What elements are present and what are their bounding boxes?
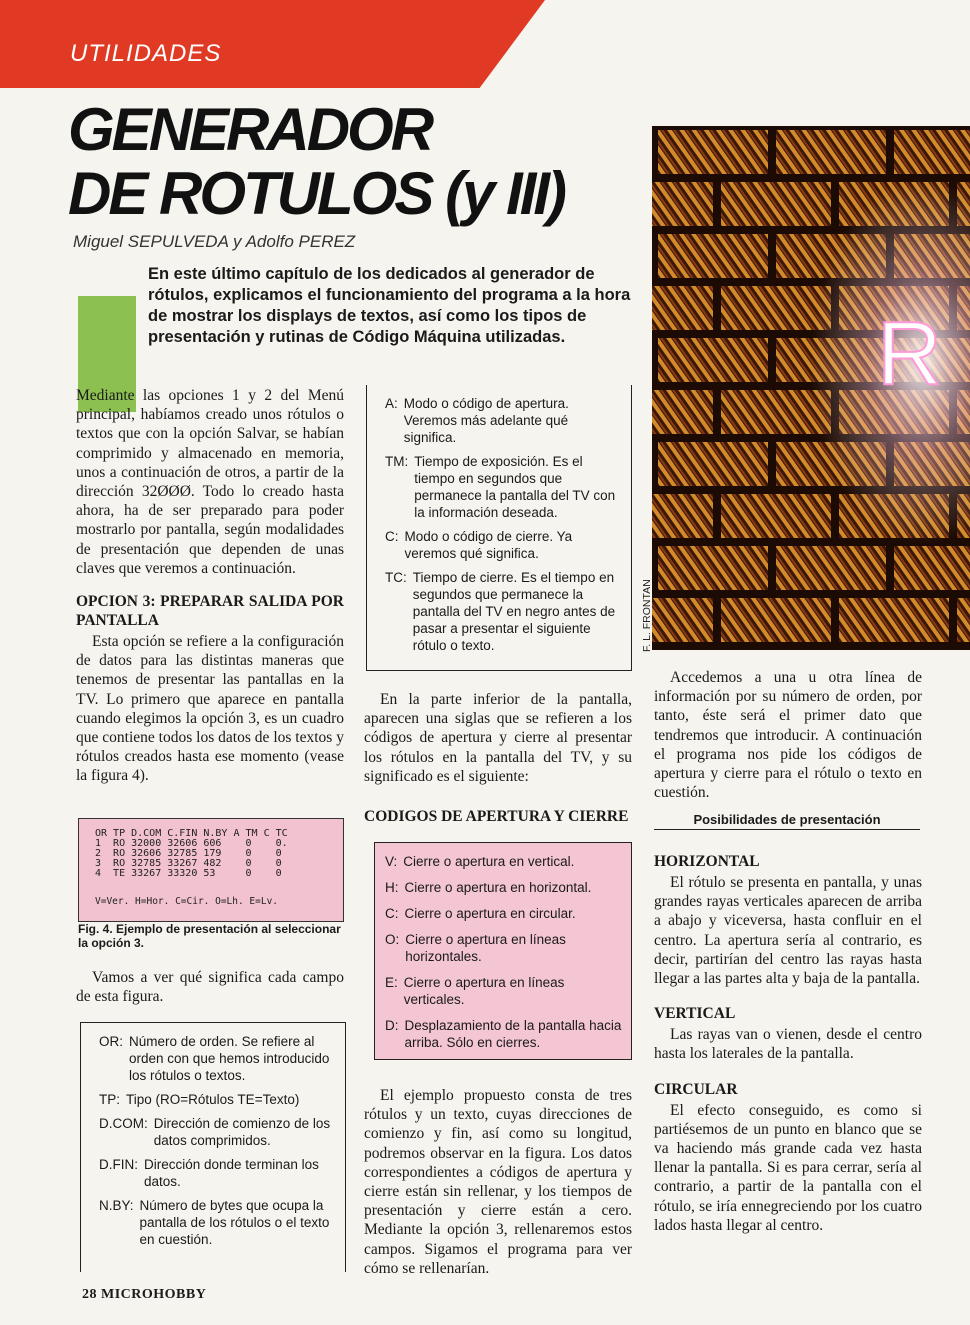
definition-key: TC: [385, 570, 407, 585]
definition-item [385, 905, 623, 922]
paragraph: Vamos a ver qué significa cada campo de esta figura. [76, 969, 344, 1006]
definition-text: Desplazamiento de la pantalla hacia arriba. Sólo en cierres. [404, 1018, 622, 1050]
codes-heading: CODIGOS DE APERTURA Y CIERRE [364, 808, 629, 825]
paragraph: En la parte inferior de la pantalla, aparecen una siglas que se refieren a los códigos de apertura y cierre al presentar los rótulos en la pantalla del TV, y su significado es el siguiente: [364, 691, 632, 785]
lead-paragraph: En este último capítulo de los dedicados al generador de rótulos, explicamos el funcionamiento del programa a la hora de mostrar los displays de textos, así como los tipos de presentación y rutinas de Código Máquina utilizadas. [148, 265, 631, 346]
definition-text: Número de bytes que ocupa la pantalla de los rótulos o el texto en cuestión. [139, 1198, 330, 1247]
definition-key: C: [385, 906, 399, 921]
definition-item [385, 1017, 623, 1051]
svg-text:R: R [877, 304, 942, 404]
definition-item [367, 453, 631, 521]
paragraph: El ejemplo propuesto consta de tres rótulos y un texto, cuyas direcciones de comienzo y fin, así como su longitud, podremos observar en la figura. Los datos correspondientes a códigos de apertura y cierre están sin rellenar, y los tiempos de presentación y cierre están a cero. Mediante la opción 3, rellenaremos estos campos. Sigamos el programa para ver cómo se rellenarían. [364, 1087, 632, 1277]
column-1 [76, 386, 344, 790]
definition-key: D: [385, 1018, 399, 1033]
paragraph: El rótulo se presenta en pantalla, y unas grandes rayas verticales aparecen de arriba a abajo y viceversa, hasta confluir en el centro. La apertura sería al contrario, es decir, partirían del centro las rayas hasta llegar a las partes alta y baja de la pantalla. [654, 874, 922, 988]
section-label: UTILIDADES [70, 40, 222, 67]
fields-definition-box [80, 1022, 346, 1272]
brick-wall-image [652, 126, 970, 650]
definition-key: V: [385, 854, 398, 869]
definition-key: D.COM: [99, 1116, 148, 1131]
definition-text: Número de orden. Se refiere al orden con que hemos introducido los rótulos o textos. [129, 1034, 330, 1083]
definition-item [367, 395, 631, 446]
definition-item [99, 1156, 337, 1190]
figure-4-screen [78, 818, 344, 922]
definition-item [99, 1091, 337, 1108]
definition-item [367, 528, 631, 562]
definition-item [99, 1197, 337, 1248]
paragraph: El efecto conseguido, es como si partiésemos de un punto en blanco que se va haciendo más grande cada vez hasta llenar la pantalla. Si es para cerrar, sería al contrario, a partir de la pantalla con el rótulo, se iría ennegreciendo por los cuatro lados hasta llegar al centro. [654, 1101, 922, 1234]
section-heading: OPCION 3: PREPARAR SALIDA POR PANTALLA [76, 593, 344, 630]
paragraph: Las rayas van o vienen, desde el centro hasta los laterales de la pantalla. [654, 1026, 922, 1063]
heading-circular: CIRCULAR [654, 1080, 738, 1098]
definition-key: OR: [99, 1034, 124, 1049]
definition-key: E: [385, 975, 398, 990]
figure-data-row: 1 RO 32000 32606 606 0 0. [95, 838, 294, 849]
figure-data-row: 3 RO 32785 33267 482 0 0 [95, 858, 294, 869]
definition-text: Dirección de comienzo de los datos comprimidos. [153, 1116, 331, 1148]
article-title-line1: GENERADOR [68, 96, 432, 163]
definition-item [367, 569, 631, 654]
definition-key: D.FIN: [99, 1157, 138, 1172]
column-3-continued [654, 838, 922, 1239]
definition-key: TM: [385, 454, 409, 469]
definition-item [99, 1115, 337, 1149]
definition-item [99, 1033, 337, 1084]
definition-item [385, 853, 623, 870]
paragraph: Accedemos a una u otra línea de información por su número de orden, por tanto, éste será el primer dato que tendremos que introducir. A continuación el programa nos pide los códigos de apertura y cierre para el rótulo o texto en cuestión. [654, 669, 922, 802]
column-2 [364, 690, 632, 790]
paragraph: Esta opción se refiere a la configuración de datos para las distintas maneras que tenemos de presentar las pantallas en la TV. Lo primero que aparece en pantalla cuando elegimos la opción 3, es un cuadro que contiene todos los datos de los textos y rótulos creados hasta ese momento (vease la figura 4). [76, 633, 344, 785]
definition-text: Dirección donde terminan los datos. [144, 1157, 319, 1189]
presentation-heading: Posibilidades de presentación [654, 812, 920, 830]
article-title-line2: DE ROTULOS (y III) [68, 160, 565, 227]
definition-text: Cierre o apertura en horizontal. [404, 880, 592, 895]
definition-key: TP: [99, 1092, 121, 1107]
definition-text: Tiempo de exposición. Es el tiempo en segundos que permanece la pantalla del TV con la información deseada. [414, 454, 616, 520]
figure-legend: V=Ver. H=Hor. C=Cir. O=Lh. E=Lv. [95, 896, 279, 907]
paragraph: Mediante las opciones 1 y 2 del Menú principal, habíamos creado unos rótulos o textos que con la opción Salvar, se habían comprimido y almacenado en memoria, unos a continuación de otros, a partir de la dirección 32ØØØ. Todo lo creado hasta ahora, ha de ser preparado para poder mostrarlo por pantalla, según modalidades de presentación que dependen de unas claves que veremos a continuación. [76, 387, 344, 577]
heading-horizontal: HORIZONTAL [654, 853, 760, 870]
definition-key: H: [385, 880, 399, 895]
figure-data-row: 2 RO 32606 32785 179 0 0 [95, 848, 294, 859]
brick-wall-photo [652, 126, 970, 650]
definition-text: Modo o código de apertura. Veremos más adelante qué significa. [403, 396, 569, 445]
definition-item [385, 879, 623, 896]
byline: Miguel SEPULVEDA y Adolfo PEREZ [73, 232, 356, 251]
column-2-continued [364, 1086, 632, 1282]
definition-key: A: [385, 396, 398, 411]
definition-text: Tipo (RO=Rótulos TE=Texto) [126, 1092, 300, 1107]
definition-text: Cierre o apertura en vertical. [403, 854, 575, 869]
photo-credit-text: F. L. FRONTAN [641, 579, 653, 652]
codes-definition-box [366, 385, 632, 671]
definition-text: Tiempo de cierre. Es el tiempo en segundos que permanece la pantalla del TV en negro antes de pasar a presentar el siguiente rótulo o texto. [412, 570, 616, 653]
column-1-continued [76, 968, 344, 1010]
figure-header-row: OR TP D.COM C.FIN N.BY A TM C TC [95, 828, 294, 839]
column-3 [654, 668, 922, 806]
definition-key: N.BY: [99, 1198, 134, 1213]
definition-text: Cierre o apertura en líneas verticales. [403, 975, 565, 1007]
definition-item [385, 974, 623, 1008]
definition-item [385, 931, 623, 965]
definition-key: O: [385, 932, 400, 947]
definition-key: C: [385, 529, 399, 544]
figure-caption: Fig. 4. Ejemplo de presentación al seleccionar la opción 3. [78, 922, 341, 950]
definition-text: Modo o código de cierre. Ya veremos qué significa. [404, 529, 573, 561]
figure-data-row: 4 TE 33267 33320 53 0 0 [95, 868, 294, 879]
opening-closing-codes-box [374, 842, 632, 1060]
definition-text: Cierre o apertura en circular. [404, 906, 576, 921]
photo-credit [636, 548, 656, 658]
definition-text: Cierre o apertura en líneas horizontales. [405, 932, 566, 964]
heading-vertical: VERTICAL [654, 1005, 736, 1023]
page-footer: 28 MICROHOBBY [82, 1287, 207, 1302]
